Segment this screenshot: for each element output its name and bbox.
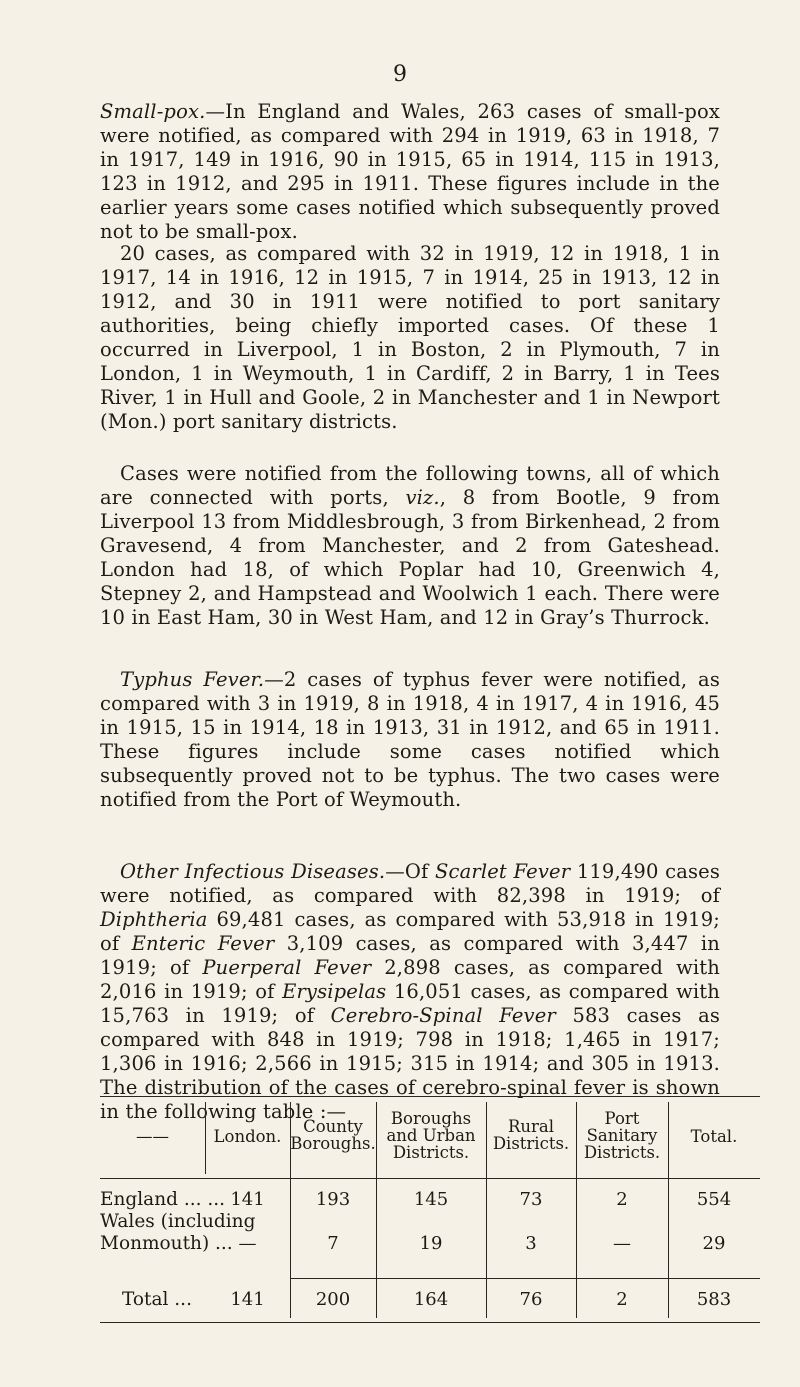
towns-text-1: Cases were notified from the following towns, all of which are connected with ports,	[100, 462, 720, 509]
table-header-rule	[100, 1178, 760, 1179]
total-row-label: Total ...	[122, 1289, 192, 1310]
cell-london: 141	[230, 1189, 265, 1210]
other-text: 3,109 cases, as compared with 3,447 in 1919; of	[100, 932, 720, 979]
row-label-cont: Monmouth) ...	[100, 1233, 233, 1254]
total-rural: 76	[519, 1289, 543, 1310]
header-total: Total.	[690, 1127, 738, 1146]
other-diseases-paragraph	[100, 860, 720, 1124]
header-blank: ——	[136, 1127, 169, 1146]
cell-port: —	[613, 1233, 631, 1254]
header-port-3: Districts.	[583, 1143, 661, 1162]
disease-name: Enteric Fever	[131, 932, 275, 955]
cell-rural: 3	[525, 1233, 537, 1254]
table-bottom-rule	[100, 1322, 760, 1323]
smallpox-text: —In England and Wales, 263 cases of small-pox were notified, as compared with 294 in 1919, 63 in 1918, 7 in 1917, 149 in 1916, 90 in 1915, 65 in 1914, 115 in 1913, 123 in 1912, and 295 in 1911. These figures include in the earlier years some cases notified which subsequently proved not to be small-pox.	[100, 100, 720, 243]
total-london: 141	[230, 1289, 265, 1310]
total-county: 200	[315, 1289, 351, 1310]
smallpox-paragraph	[100, 100, 720, 244]
smallpox-heading: Small-pox.	[100, 100, 206, 123]
typhus-heading: Typhus Fever.	[120, 668, 265, 691]
header-boroughs-urban-2: and Urban	[386, 1126, 476, 1145]
total-boroughs-urban: 164	[413, 1289, 449, 1310]
typhus-text: —2 cases of typhus fever were notified, as compared with 3 in 1919, 8 in 1918, 4 in 1917, 4 in 1916, 45 in 1915, 15 in 1914, 18 in 1913, 31 in 1912, and 65 in 1911. These figures include some cases notified which subsequently proved not to be typhus. The two cases were notified from the Port of Weymouth.	[100, 668, 720, 811]
header-london: London.	[213, 1127, 282, 1146]
table-top-rule	[100, 1096, 760, 1097]
other-diseases-heading: Other Infectious Diseases.	[120, 860, 386, 883]
header-county-boroughs-2: Boroughs.	[290, 1134, 376, 1153]
cell-total: 554	[696, 1189, 732, 1210]
other-text: 69,481 cases, as compared with 53,918 in 1919; of	[100, 908, 720, 955]
port-cases-paragraph: 20 cases, as compared with 32 in 1919, 12 in 1918, 1 in 1917, 14 in 1916, 12 in 1915, 7 in 1914, 25 in 1913, 12 in 1912, and 30 in 1911 were notified to port sanitary authorities, being chiefly imported cases. Of these 1 occurred in Liverpool, 1 in Boston, 2 in Plymouth, 7 in London, 1 in Weymouth, 1 in Cardiff, 2 in Barry, 1 in Tees River, 1 in Hull and Goole, 2 in Manchester and 1 in Newport (Mon.) port sanitary districts.	[100, 242, 720, 433]
towns-viz: viz.	[405, 486, 440, 509]
cell-london: —	[238, 1233, 257, 1254]
total-total: 583	[696, 1289, 732, 1310]
disease-name: Puerperal Fever	[202, 956, 372, 979]
other-text: 16,051 cases, as compared with 15,763 in 1919; of	[100, 980, 720, 1027]
other-text: 583 cases as compared with 848 in 1919; 798 in 1918; 1,465 in 1917; 1,306 in 1916; 2,566 in 1915; 315 in 1914; and 305 in 1913. The distribution of the cases of cerebro-spinal fever is shown in the following table :—	[100, 1004, 720, 1123]
header-rural-1: Rural	[507, 1117, 555, 1136]
cell-county: 7	[327, 1233, 339, 1254]
cell-port: 2	[616, 1189, 628, 1210]
towns-text-2: , 8 from Bootle, 9 from Liverpool 13 from Middlesbrough, 3 from Birkenhead, 2 from Gravesend, 4 from Manchester, and 2 from Gateshead. London had 18, of which Poplar had 10, Greenwich 4, Stepney 2, and Hampstead and Woolwich 1 each. There were 10 in East Ham, 30 in West Ham, and 12 in Gray’s Thurrock.	[100, 486, 720, 629]
disease-name: Erysipelas	[282, 980, 387, 1003]
header-rural-2: Districts.	[492, 1134, 570, 1153]
cell-total: 29	[702, 1233, 726, 1254]
typhus-paragraph	[100, 668, 720, 812]
header-port-1: Port	[604, 1109, 640, 1128]
page-number: 9	[393, 62, 407, 87]
row-label: Wales (including	[100, 1211, 256, 1232]
header-port-2: Sanitary	[586, 1126, 658, 1145]
header-county-boroughs-1: County	[303, 1117, 363, 1136]
table-subtotal-rule	[290, 1278, 760, 1279]
other-text: 119,490 cases were notified, as compared with 82,398 in 1919; of	[100, 860, 720, 907]
header-boroughs-urban-1: Boroughs	[390, 1109, 472, 1128]
cell-boroughs-urban: 145	[413, 1189, 449, 1210]
disease-name: Diphtheria	[100, 908, 208, 931]
towns-paragraph	[100, 462, 720, 630]
other-text: —Of	[385, 860, 436, 883]
cell-rural: 73	[519, 1189, 543, 1210]
other-text: 2,898 cases, as compared with 2,016 in 1919; of	[100, 956, 720, 1003]
cell-boroughs-urban: 19	[419, 1233, 443, 1254]
total-port: 2	[616, 1289, 628, 1310]
cell-county: 193	[315, 1189, 351, 1210]
disease-name: Scarlet Fever	[435, 860, 571, 883]
header-boroughs-urban-3: Districts.	[392, 1143, 470, 1162]
row-label: England ... ...	[100, 1189, 226, 1210]
disease-name: Cerebro-Spinal Fever	[330, 1004, 556, 1027]
